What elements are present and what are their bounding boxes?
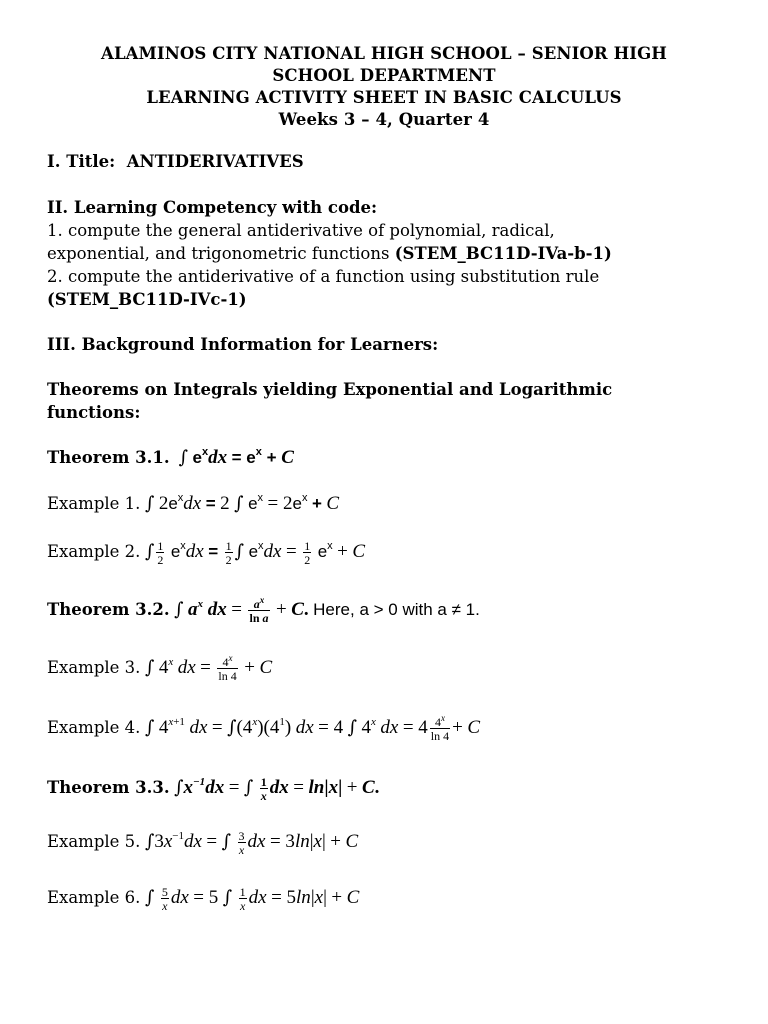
theorem-3-1 <box>47 447 294 469</box>
example-3 <box>47 653 273 683</box>
competency-item-2-line-1: 2. compute the antiderivative of a function using substitution rule <box>47 267 600 286</box>
competency-item-2-code: (STEM_BC11D-IVc-1) <box>47 290 247 309</box>
competency-item-1-line-2 <box>47 244 612 263</box>
theorem-3-2-label: Theorem 3.2. <box>47 600 170 620</box>
department-line: SCHOOL DEPARTMENT <box>272 66 496 85</box>
competency-item-1-line-1: 1. compute the general antiderivative of polynomial, radical, <box>47 221 555 240</box>
theorem-3-3-label: Theorem 3.3. <box>47 778 170 798</box>
theorems-subheading-line-1: Theorems on Integrals yielding Exponential and Logarithmic <box>47 380 613 399</box>
example-2 <box>47 540 365 566</box>
school-name-line: ALAMINOS CITY NATIONAL HIGH SCHOOL – SENIOR HIGH <box>101 44 667 63</box>
example-4-formula: ∫ $4^{x+1}$ dx = $\int(4^x)(4^1)$ dx = 4 ∫ 4$^x$ dx = 4 $\frac{4^x}{\ln 4}$ + C <box>144 713 481 743</box>
theorem-3-1-label: Theorem 3.1. <box>47 448 170 467</box>
background-heading: III. Background Information for Learners: <box>47 335 439 354</box>
sheet-title-line: LEARNING ACTIVITY SHEET IN BASIC CALCULUS <box>146 88 622 107</box>
example-3-label: Example 3. <box>47 658 141 678</box>
example-3-formula: ∫ 4$^x$ dx = $\frac{4^x}{\ln 4}$ + C <box>144 653 273 683</box>
weeks-quarter-line: Weeks 3 – 4, Quarter 4 <box>278 110 490 129</box>
theorem-3-2 <box>47 595 480 625</box>
section-title <box>47 152 304 171</box>
competency-item-1-text: exponential, and trigonometric functions <box>47 244 390 263</box>
theorem-3-3-formula: $\int x^{-1}dx$ = ∫ $\frac{1}{x}$ dx = ln|x| + C. <box>174 775 380 803</box>
competency-item-1-code: (STEM_BC11D-IVa-b-1) <box>394 244 612 263</box>
example-1-label: Example 1. <box>47 494 141 513</box>
example-5 <box>47 830 358 856</box>
title-label: I. Title: <box>47 152 116 171</box>
example-6-label: Example 6. <box>47 888 141 908</box>
example-4 <box>47 713 481 743</box>
competency-heading: II. Learning Competency with code: <box>47 198 378 217</box>
theorem-3-2-condition: Here, a > 0 with a ≠ 1. <box>313 600 480 620</box>
example-2-formula: ∫ $\frac{1}{2}$ $e^xdx$ = $\frac{1}{2}$ ∫ $e^xdx$ = $\frac{1}{2}$ $e^x + C$ <box>144 539 366 567</box>
example-2-label: Example 2. <box>47 542 141 562</box>
example-6-formula: ∫ $\frac{5}{x}$ dx = 5 ∫ $\frac{1}{x}$ dx = 5ln|x| + C <box>144 885 360 913</box>
theorems-subheading-line-2: functions: <box>47 403 141 422</box>
example-1 <box>47 493 339 515</box>
example-1-formula: ∫ $2e^xdx = 2$ ∫ $e^x = 2e^x + C$ <box>144 492 340 514</box>
example-5-formula: $\int 3x^{-1}dx$ = ∫ $\frac{3}{x}$ dx = 3ln|x| + C <box>144 829 359 857</box>
theorem-3-1-formula: ∫ $e^xdx = e^x + C$ <box>178 446 294 468</box>
title-value: ANTIDERIVATIVES <box>126 152 304 171</box>
example-6 <box>47 886 359 912</box>
example-4-label: Example 4. <box>47 718 141 738</box>
theorem-3-3 <box>47 776 379 802</box>
example-5-label: Example 5. <box>47 832 141 852</box>
theorem-3-2-formula: ∫ $a^x$ dx = $\frac{a^x}{\text{ln a}}$ + C. <box>174 595 309 625</box>
